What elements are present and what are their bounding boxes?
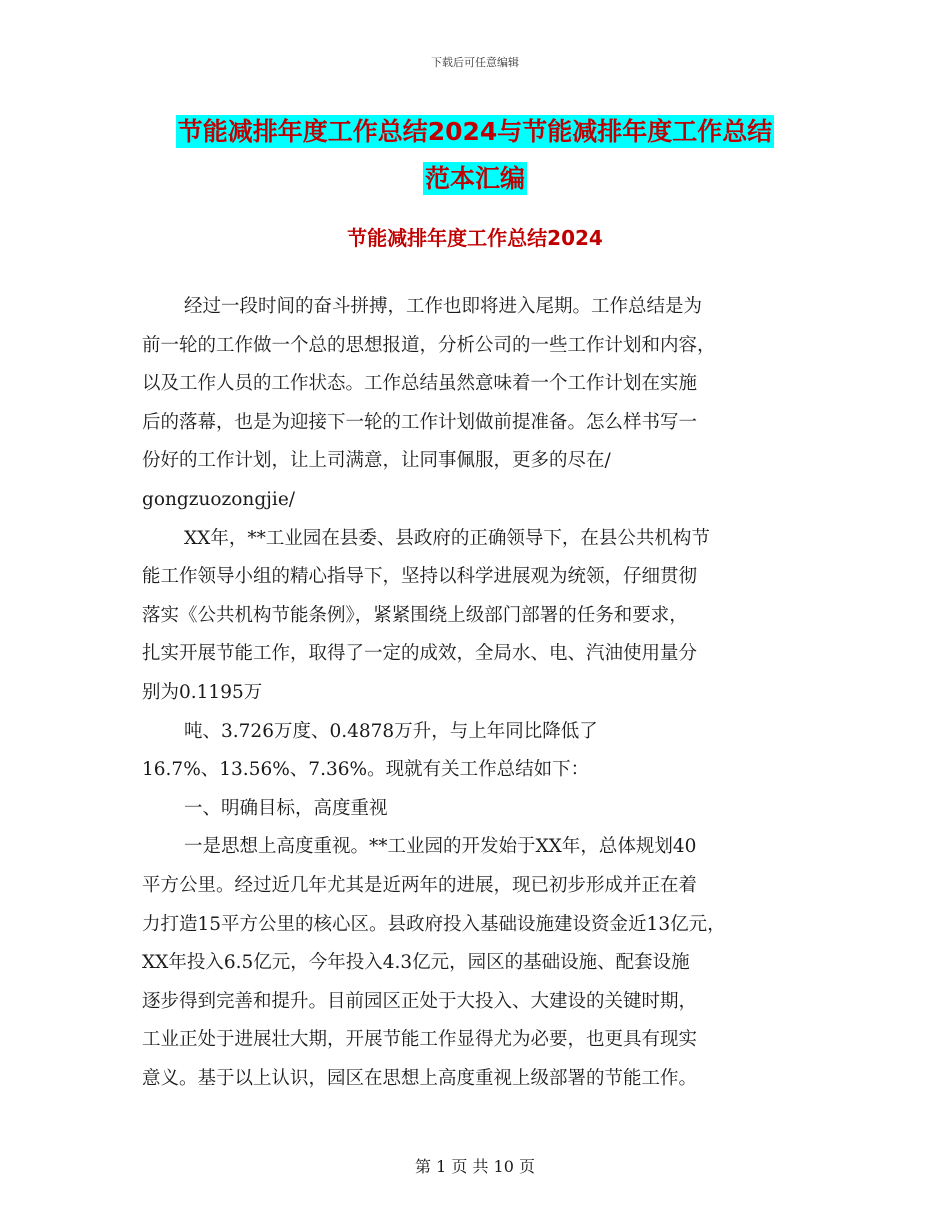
paragraph-line: 意义。基于以上认识，园区在思想上高度重视上级部署的节能工作。	[142, 1067, 698, 1089]
paragraph-line: gongzuozongjie/	[142, 488, 296, 510]
paragraph-line: 能工作领导小组的精心指导下，坚持以科学进展观为统领，仔细贯彻	[142, 566, 698, 588]
paragraph-line: 一是思想上高度重视。**工业园的开发始于XX年，总体规划40	[184, 836, 697, 858]
paragraph-line: 前一轮的工作做一个总的思想报道，分析公司的一些工作计划和内容，	[142, 334, 716, 356]
section-title: 节能减排年度工作总结2024	[347, 226, 603, 250]
paragraph-line: 别为0.1195万	[142, 681, 263, 703]
document-title	[0, 108, 950, 202]
page-footer: 第 1 页 共 10 页	[415, 1157, 535, 1176]
paragraph-line: XX年投入6.5亿元，今年投入4.3亿元，园区的基础设施、配套设施	[142, 952, 690, 974]
body-text	[142, 288, 832, 1098]
paragraph-line: 工业正处于进展壮大期，开展节能工作显得尤为必要，也更具有现实	[142, 1029, 698, 1051]
title-line-1: 节能减排年度工作总结2024与节能减排年度工作总结	[177, 117, 773, 146]
paragraph-line: 逐步得到完善和提升。目前园区正处于大投入、大建设的关键时期，	[142, 990, 698, 1012]
paragraph-line: 平方公里。经过近几年尤其是近两年的进展，现已初步形成并正在着	[142, 874, 698, 896]
paragraph-line: 以及工作人员的工作状态。工作总结虽然意味着一个工作计划在实施	[142, 373, 698, 395]
header-note: 下载后可任意编辑	[431, 56, 519, 69]
title-line-2: 范本汇编	[424, 164, 525, 193]
paragraph-line: 落实《公共机构节能条例》，紧紧围绕上级部门部署的任务和要求，	[142, 604, 688, 626]
paragraph-line: 份好的工作计划，让上司满意，让同事佩服，更多的尽在/	[142, 450, 611, 472]
paragraph-line: 16.7%、13.56%、7.36%。现就有关工作总结如下：	[142, 759, 590, 781]
paragraph-line: 扎实开展节能工作，取得了一定的成效，全局水、电、汽油使用量分	[142, 643, 698, 665]
paragraph-line: 吨、3.726万度、0.4878万升，与上年同比降低了	[184, 720, 598, 742]
paragraph-line: 一、明确目标，高度重视	[184, 797, 388, 819]
paragraph-line: 力打造15平方公里的核心区。县政府投入基础设施建设资金近13亿元，	[142, 913, 726, 935]
paragraph-line: XX年，**工业园在县委、县政府的正确领导下，在县公共机构节	[184, 527, 710, 549]
paragraph-line: 经过一段时间的奋斗拼搏，工作也即将进入尾期。工作总结是为	[184, 296, 703, 317]
paragraph-line: 后的落幕，也是为迎接下一轮的工作计划做前提准备。怎么样书写一	[142, 411, 698, 433]
